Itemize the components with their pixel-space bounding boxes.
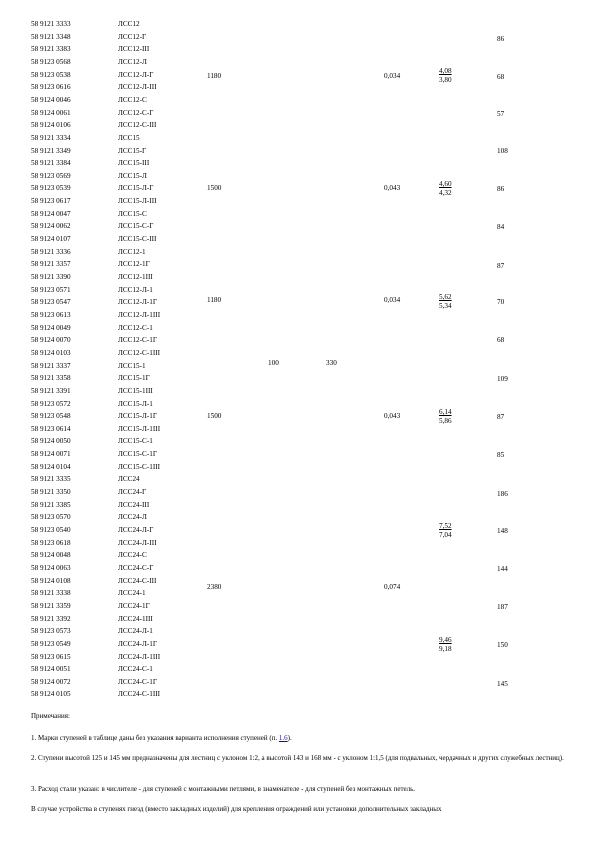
- row-mark: ЛСС15-С-Г: [118, 222, 154, 231]
- row-mark: ЛСС15-1III: [118, 386, 153, 395]
- row-mark: ЛСС24-Л-Г: [118, 526, 154, 534]
- row-mark: ЛСС15-С: [118, 209, 147, 218]
- row-code: 58 9124 0072: [31, 677, 71, 686]
- row-mark: ЛСС24-С-Г: [118, 563, 154, 572]
- row-mark: ЛСС12-С-1: [118, 323, 153, 332]
- row-code: 58 9124 0071: [31, 450, 71, 459]
- row-code: 58 9121 3336: [31, 247, 71, 256]
- row-code: 58 9123 0613: [31, 310, 71, 319]
- row-mark: ЛСС24-III: [118, 500, 150, 509]
- steel-numerator: 4,08: [439, 67, 452, 75]
- mass-value: 108: [497, 147, 508, 155]
- row-mark: ЛСС24-1Г: [118, 601, 150, 610]
- row-mark: ЛСС15-С-1III: [118, 462, 161, 471]
- row-code: 58 9124 0105: [31, 690, 71, 699]
- mass-value: 57: [497, 110, 505, 118]
- row-code: 58 9124 0108: [31, 576, 71, 585]
- row-code: 58 9123 0618: [31, 538, 71, 547]
- mass-value: 109: [497, 375, 508, 383]
- mass-value: 86: [497, 35, 505, 43]
- row-code: 58 9124 0046: [31, 95, 71, 104]
- mass-value: 68: [497, 336, 505, 344]
- row-code: 58 9123 0540: [31, 526, 71, 534]
- row-mark: ЛСС12-Л: [118, 57, 147, 66]
- mass-value: 85: [497, 451, 505, 459]
- row-code: 58 9124 0070: [31, 336, 71, 345]
- row-mark: ЛСС24-Л: [118, 513, 147, 522]
- row-mark: ЛСС12-С: [118, 95, 147, 104]
- row-code: 58 9123 0616: [31, 83, 71, 92]
- steel-denominator: 3,80: [439, 76, 452, 84]
- row-code: 58 9123 0547: [31, 298, 71, 307]
- volume-value: 0,074: [384, 583, 401, 591]
- row-code: 58 9123 0571: [31, 285, 71, 294]
- row-mark: ЛСС15-С-1: [118, 437, 153, 446]
- row-mark: ЛСС12-С-Г: [118, 108, 154, 117]
- row-code: 58 9124 0063: [31, 563, 71, 572]
- row-code: 58 9123 0617: [31, 197, 71, 206]
- row-code: 58 9121 3334: [31, 133, 71, 142]
- volume-value: 0,034: [384, 296, 401, 304]
- note-1-text: 1. Марки ступеней в таблице даны без указания варианта исполнения ступеней (п.: [31, 734, 279, 742]
- note-4: В случае устройства в ступенях гнезд (вместо закладных изделий) для крепления ограждений или установки дополнительных закладных: [31, 805, 442, 813]
- row-mark: ЛСС12-Г: [118, 32, 147, 41]
- row-mark: ЛСС15-С-1Г: [118, 450, 157, 459]
- row-mark: ЛСС24-С-III: [118, 576, 157, 585]
- row-mark: ЛСС12-Л-1III: [118, 310, 161, 319]
- row-mark: ЛСС24-С-1III: [118, 690, 161, 699]
- row-code: 58 9123 0538: [31, 70, 71, 79]
- row-mark: ЛСС12-Л-1: [118, 285, 153, 294]
- volume-value: 0,043: [384, 184, 401, 192]
- row-mark: ЛСС24-С: [118, 551, 147, 560]
- row-code: 58 9121 3385: [31, 500, 71, 509]
- steel-numerator: 5,62: [439, 293, 452, 301]
- steel-numerator: 6,14: [439, 408, 452, 416]
- row-code: 58 9121 3333: [31, 20, 71, 28]
- row-code: 58 9121 3384: [31, 159, 71, 168]
- row-mark: ЛСС15-Л-1Г: [118, 412, 158, 421]
- length-value: 1180: [207, 296, 222, 304]
- clause-link[interactable]: 1.6: [278, 734, 288, 742]
- row-mark: ЛСС15-Л-1: [118, 399, 153, 408]
- row-mark: ЛСС15-Л-III: [118, 197, 157, 206]
- row-mark: ЛСС24-С-1: [118, 665, 153, 674]
- height-value: 330: [326, 359, 337, 367]
- row-code: 58 9124 0104: [31, 462, 71, 471]
- width-value: 100: [268, 359, 279, 367]
- row-code: 58 9123 0569: [31, 171, 71, 180]
- row-code: 58 9121 3348: [31, 32, 71, 41]
- length-value: 1500: [207, 412, 222, 420]
- row-mark: ЛСС12-1Г: [118, 260, 150, 269]
- steel-numerator: 7,52: [439, 522, 452, 530]
- row-code: 58 9124 0051: [31, 665, 71, 674]
- mass-value: 186: [497, 490, 508, 498]
- row-code: 58 9123 0568: [31, 57, 71, 66]
- steel-denominator: 5,34: [439, 302, 452, 310]
- steel-denominator: 9,18: [439, 645, 452, 653]
- notes-heading: Примечания:: [31, 712, 70, 720]
- volume-value: 0,034: [384, 72, 401, 80]
- steel-fraction: [439, 67, 452, 85]
- mass-value: 68: [497, 73, 505, 81]
- row-code: 58 9123 0548: [31, 412, 71, 421]
- row-code: 58 9121 3338: [31, 589, 71, 598]
- row-code: 58 9124 0062: [31, 222, 71, 231]
- row-code: 58 9123 0539: [31, 184, 71, 193]
- row-mark: ЛСС15-1Г: [118, 374, 150, 383]
- row-mark: ЛСС24-Л-1Г: [118, 639, 158, 648]
- row-mark: ЛСС12-1III: [118, 273, 153, 281]
- row-code: 58 9121 3349: [31, 146, 71, 155]
- row-code: 58 9123 0570: [31, 513, 71, 522]
- row-mark: ЛСС12-С-1III: [118, 348, 161, 357]
- row-mark: ЛСС12-С-1Г: [118, 336, 157, 345]
- row-code: 58 9121 3392: [31, 614, 71, 623]
- row-code: 58 9123 0614: [31, 424, 71, 433]
- steel-numerator: 4,60: [439, 180, 452, 188]
- mass-value: 144: [497, 565, 508, 573]
- row-code: 58 9121 3383: [31, 45, 71, 54]
- note-2: 2. Ступени высотой 125 и 145 мм предназначены для лестниц с уклоном 1:2, а высотой 143 и 168 мм - с уклоном 1:1,5 (для подвальных, чердачных и других служебных лестниц).: [31, 754, 564, 762]
- row-code: 58 9124 0061: [31, 108, 71, 117]
- row-mark: ЛСС12-С-III: [118, 121, 157, 130]
- steel-fraction: [439, 408, 452, 426]
- row-mark: ЛСС24-Л-III: [118, 538, 157, 547]
- row-code: 58 9121 3337: [31, 361, 71, 370]
- steel-fraction: [439, 293, 452, 311]
- row-mark: ЛСС15: [118, 133, 140, 142]
- row-mark: ЛСС24-1: [118, 589, 146, 598]
- row-mark: ЛСС24-1III: [118, 614, 153, 623]
- mass-value: 86: [497, 185, 505, 193]
- mass-value: 150: [497, 641, 508, 649]
- row-code: 58 9121 3391: [31, 386, 71, 395]
- row-code: 58 9123 0615: [31, 652, 71, 661]
- row-code: 58 9123 0549: [31, 639, 71, 648]
- mass-value: 70: [497, 298, 505, 306]
- length-value: 1180: [207, 72, 222, 80]
- row-mark: ЛСС15-1: [118, 361, 146, 370]
- row-code: 58 9124 0049: [31, 323, 71, 332]
- row-mark: ЛСС12-Л-1Г: [118, 298, 158, 307]
- steel-fraction: [439, 636, 452, 654]
- row-code: 58 9123 0572: [31, 399, 71, 408]
- row-mark: ЛСС12: [118, 20, 140, 28]
- note-1: [31, 733, 565, 743]
- row-code: 58 9124 0050: [31, 437, 71, 446]
- row-code: 58 9124 0103: [31, 348, 71, 357]
- steel-denominator: 4,32: [439, 189, 452, 197]
- row-code: 58 9124 0048: [31, 551, 71, 560]
- row-mark: ЛСС12-1: [118, 247, 146, 256]
- mass-value: 87: [497, 262, 505, 270]
- row-mark: ЛСС12-Л-Г: [118, 70, 154, 79]
- row-code: 58 9123 0573: [31, 627, 71, 636]
- row-mark: ЛСС15-Л-1III: [118, 424, 161, 433]
- row-mark: ЛСС24-Л-1: [118, 627, 153, 636]
- note-3: 3. Расход стали указан: в числителе - для ступеней с монтажными петлями, в знаменателе - для ступеней без монтажных петель.: [31, 785, 416, 793]
- mass-value: 87: [497, 413, 505, 421]
- row-code: 58 9121 3390: [31, 273, 71, 281]
- steel-denominator: 5,86: [439, 417, 452, 425]
- row-mark: ЛСС12-Л-III: [118, 83, 157, 92]
- row-mark: ЛСС15-Г: [118, 146, 147, 155]
- row-code: 58 9124 0106: [31, 121, 71, 130]
- row-code: 58 9121 3357: [31, 260, 71, 269]
- row-code: 58 9121 3350: [31, 488, 71, 497]
- steel-denominator: 7,04: [439, 531, 452, 539]
- steel-fraction: [439, 180, 452, 198]
- steel-numerator: 9,46: [439, 636, 452, 644]
- note-1-end: ).: [287, 734, 292, 742]
- row-mark: ЛСС15-Л-Г: [118, 184, 154, 193]
- length-value: 2380: [207, 583, 222, 591]
- row-code: 58 9121 3359: [31, 601, 71, 610]
- row-mark: ЛСС24-С-1Г: [118, 677, 157, 686]
- row-mark: ЛСС24-Л-1III: [118, 652, 161, 661]
- row-code: 58 9124 0107: [31, 235, 71, 244]
- row-code: 58 9121 3335: [31, 475, 71, 484]
- row-code: 58 9124 0047: [31, 209, 71, 218]
- volume-value: 0,043: [384, 412, 401, 420]
- row-mark: ЛСС24-Г: [118, 488, 147, 497]
- row-mark: ЛСС15-Л: [118, 171, 147, 180]
- row-mark: ЛСС24: [118, 475, 140, 484]
- mass-value: 84: [497, 223, 505, 231]
- row-mark: ЛСС12-III: [118, 45, 150, 54]
- length-value: 1500: [207, 184, 222, 192]
- mass-value: 148: [497, 527, 508, 535]
- mass-value: 187: [497, 603, 508, 611]
- steel-fraction: [439, 522, 452, 540]
- row-mark: ЛСС15-С-III: [118, 235, 157, 244]
- row-code: 58 9121 3358: [31, 374, 71, 383]
- mass-value: 145: [497, 680, 508, 688]
- row-mark: ЛСС15-III: [118, 159, 150, 168]
